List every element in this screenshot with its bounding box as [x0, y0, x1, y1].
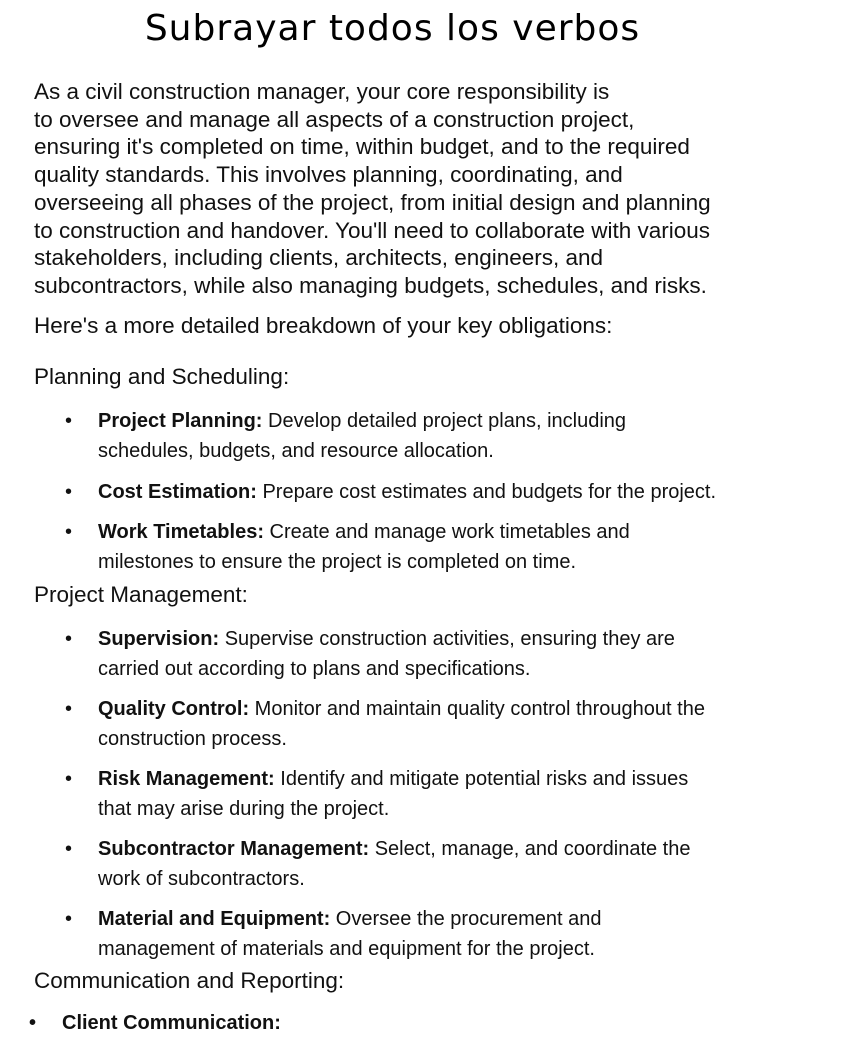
intro-line: subcontractors, while also managing budgets, schedules, and risks.: [34, 272, 707, 298]
intro-line: overseeing all phases of the project, from initial design and planning: [34, 189, 711, 215]
intro-line: ensuring it's completed on time, within budget, and to the required: [34, 134, 690, 160]
list-item-text: Identify and mitigate potential risks and issues: [274, 768, 689, 790]
list-item-text: Develop detailed project plans, including: [262, 410, 627, 432]
bullet-marker: •: [65, 521, 73, 543]
list-item-text: Prepare cost estimates and budgets for the project.: [256, 481, 717, 503]
list-item-line: carried out according to plans and specifications.: [98, 658, 531, 680]
intro-line: As a civil construction manager, your core responsibility is: [34, 79, 610, 104]
list-item-line: [98, 517, 798, 547]
list-item-line: [98, 904, 798, 934]
list-item-text: Monitor and maintain quality control throughout the: [249, 698, 705, 720]
list-item-line: management of materials and equipment for the project.: [98, 938, 595, 960]
list-item-label: Risk Management:: [98, 768, 275, 790]
list-item-cost-estimation: [65, 477, 798, 507]
list-item-supervision: [65, 624, 798, 684]
bullet-marker: •: [65, 698, 73, 720]
list-item-line: schedules, budgets, and resource allocation.: [98, 440, 494, 462]
intro-line: quality standards. This involves planning, coordinating, and: [34, 162, 623, 188]
list-item-label: Subcontractor Management:: [98, 838, 370, 860]
section-heading-communication: Communication and Reporting:: [34, 968, 345, 993]
list-item-risk-management: [65, 764, 798, 824]
list-item-label: Work Timetables:: [98, 521, 264, 543]
intro-line: to construction and handover. You'll need to collaborate with various: [34, 217, 710, 243]
bullet-marker: •: [65, 481, 73, 503]
list-item-label: Material and Equipment:: [98, 908, 331, 930]
section-heading-project-management: Project Management:: [34, 582, 248, 607]
list-item-line: [98, 764, 798, 794]
list-item-client-communication: [29, 1012, 281, 1035]
section-heading-planning: Planning and Scheduling:: [34, 364, 290, 389]
bullet-marker: •: [65, 908, 73, 930]
list-item-line: [98, 834, 798, 864]
bullet-marker: •: [65, 838, 73, 860]
intro-paragraph: [34, 78, 824, 300]
bullet-marker: •: [65, 768, 73, 790]
list-item-subcontractor-management: [65, 834, 798, 894]
list-item-text: Select, manage, and coordinate the: [369, 838, 691, 860]
list-item-text: Supervise construction activities, ensuring they are: [219, 628, 675, 650]
list-item-label: Quality Control:: [98, 698, 250, 720]
bullet-marker: •: [29, 1012, 37, 1034]
list-item-label: Client Communication:: [62, 1012, 281, 1034]
list-item-line: [98, 624, 798, 654]
list-item-line: milestones to ensure the project is completed on time.: [98, 551, 577, 573]
list-item-line: [98, 694, 798, 724]
list-item-quality-control: [65, 694, 798, 754]
list-item-line: [98, 477, 798, 507]
lead-sentence: Here's a more detailed breakdown of your key obligations:: [34, 313, 613, 338]
list-item-project-planning: [65, 406, 798, 466]
intro-line: to oversee and manage all aspects of a construction project,: [34, 106, 635, 132]
list-item-label: Project Planning:: [98, 410, 263, 432]
list-item-work-timetables: [65, 517, 798, 577]
page-title: Subrayar todos los verbos: [144, 8, 641, 49]
intro-line: stakeholders, including clients, architects, engineers, and: [34, 245, 604, 271]
bullet-marker: •: [65, 628, 73, 650]
list-item-line: that may arise during the project.: [98, 798, 390, 820]
bullet-marker: •: [65, 410, 73, 432]
list-item-line: work of subcontractors.: [98, 868, 305, 890]
list-item-material-equipment: [65, 904, 798, 964]
list-item-line: construction process.: [98, 728, 287, 750]
list-item-label: Supervision:: [98, 628, 220, 650]
list-item-text: Oversee the procurement and: [330, 908, 602, 930]
list-item-line: [98, 406, 798, 436]
list-item-text: Create and manage work timetables and: [263, 521, 630, 543]
list-item-label: Cost Estimation:: [98, 481, 257, 503]
